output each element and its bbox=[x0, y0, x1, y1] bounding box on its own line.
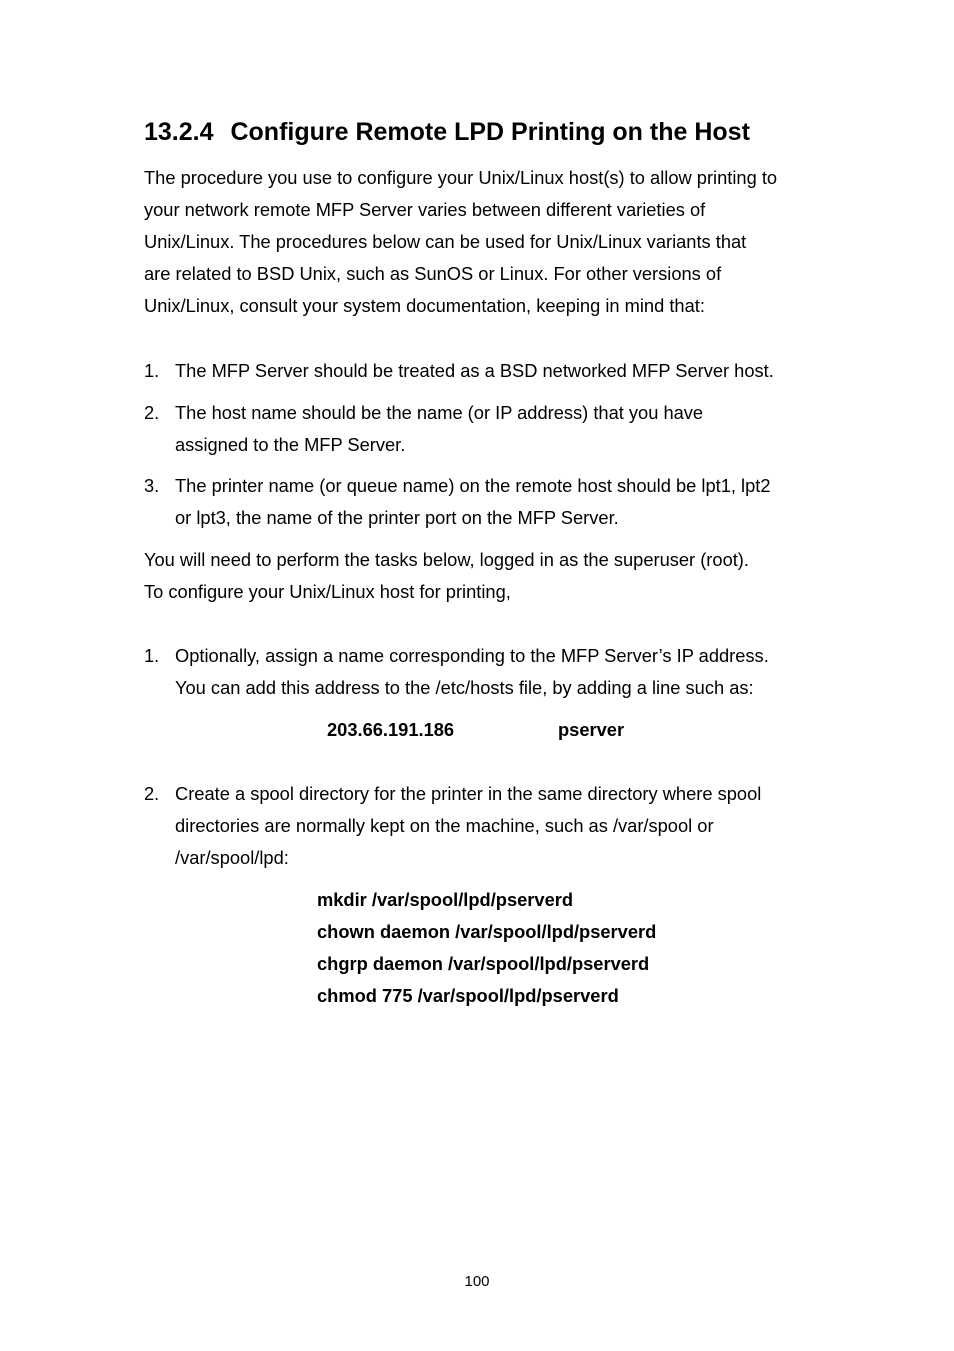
tasks-intro-line: To configure your Unix/Linux host for printing, bbox=[144, 581, 511, 602]
intro-line: Unix/Linux. The procedures below can be used for Unix/Linux variants that bbox=[144, 231, 747, 252]
note-line: The host name should be the name (or IP address) that you have bbox=[175, 402, 704, 423]
intro-line: your network remote MFP Server varies between different varieties of bbox=[144, 199, 706, 220]
hosts-ip: 203.66.191.186 bbox=[327, 719, 455, 740]
tasks-intro-line: You will need to perform the tasks below, logged in as the superuser (root). bbox=[144, 549, 749, 570]
note-marker: 2. bbox=[144, 402, 160, 423]
step-line: You can add this address to the /etc/hosts file, by adding a line such as: bbox=[175, 677, 754, 698]
command-line: chown daemon /var/spool/lpd/pserverd bbox=[317, 921, 657, 942]
note-line: The MFP Server should be treated as a BSD networked MFP Server host. bbox=[175, 360, 774, 381]
note-marker: 3. bbox=[144, 475, 160, 496]
section-number: 13.2.4 bbox=[144, 118, 214, 146]
step-line: /var/spool/lpd: bbox=[175, 847, 289, 868]
intro-line: The procedure you use to configure your Unix/Linux host(s) to allow printing to bbox=[144, 167, 778, 188]
note-line: The printer name (or queue name) on the remote host should be lpt1, lpt2 bbox=[175, 475, 771, 496]
intro-line: are related to BSD Unix, such as SunOS or Linux. For other versions of bbox=[144, 263, 722, 284]
command-line: mkdir /var/spool/lpd/pserverd bbox=[317, 889, 574, 910]
note-line: assigned to the MFP Server. bbox=[175, 434, 406, 455]
intro-line: Unix/Linux, consult your system documentation, keeping in mind that: bbox=[144, 295, 705, 316]
note-marker: 1. bbox=[144, 360, 160, 381]
note-line: or lpt3, the name of the printer port on the MFP Server. bbox=[175, 507, 619, 528]
hosts-name: pserver bbox=[558, 719, 625, 740]
step-line: directories are normally kept on the machine, such as /var/spool or bbox=[175, 815, 714, 836]
section-title: Configure Remote LPD Printing on the Host bbox=[230, 118, 750, 146]
command-line: chmod 775 /var/spool/lpd/pserverd bbox=[317, 985, 619, 1006]
step-marker: 1. bbox=[144, 645, 160, 666]
step-line: Create a spool directory for the printer in the same directory where spool bbox=[175, 783, 762, 804]
step-line: Optionally, assign a name corresponding to the MFP Server’s IP address. bbox=[175, 645, 769, 666]
section-heading bbox=[144, 114, 750, 150]
step-marker: 2. bbox=[144, 783, 160, 804]
command-line: chgrp daemon /var/spool/lpd/pserverd bbox=[317, 953, 650, 974]
page-number: 100 bbox=[464, 1273, 490, 1290]
